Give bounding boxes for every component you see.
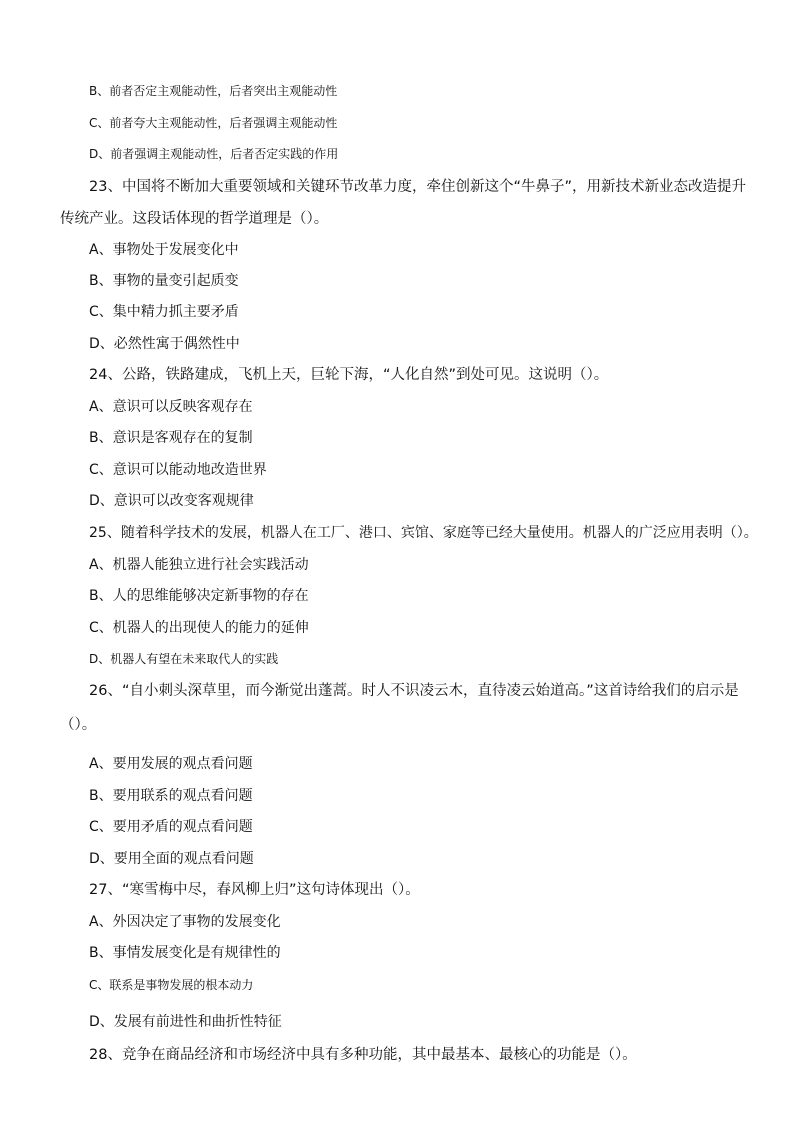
q23-option-c: C、集中精力抓主要矛盾 xyxy=(89,304,239,320)
q26-option-c: C、要用矛盾的观点看问题 xyxy=(89,819,253,835)
q24-option-d: D、意识可以改变客观规律 xyxy=(89,493,254,509)
question-23-line1: 23、中国将不断加大重要领域和关键环节改革力度，牵住创新这个“牛鼻子”，用新技术新业态改造提升 xyxy=(89,179,746,195)
q25-option-b: B、人的思维能够决定新事物的存在 xyxy=(89,588,309,604)
q23-option-a: A、事物处于发展变化中 xyxy=(89,242,239,258)
q27-option-d: D、发展有前进性和曲折性特征 xyxy=(89,1014,282,1030)
question-26-line2: （）。 xyxy=(60,717,97,733)
q26-option-b: B、要用联系的观点看问题 xyxy=(89,788,253,804)
question-23-line2: 传统产业。这段话体现的哲学道理是（）。 xyxy=(60,211,329,227)
q26-option-d: D、要用全面的观点看问题 xyxy=(89,851,254,867)
option-d-prev: D、前者强调主观能动性，后者否定实践的作用 xyxy=(89,147,339,161)
q25-option-d: D、机器人有望在未来取代人的实践 xyxy=(89,652,279,666)
option-c-prev: C、前者夸大主观能动性，后者强调主观能动性 xyxy=(89,116,338,130)
question-25: 25、随着科学技术的发展，机器人在工厂、港口、宾馆、家庭等已经大量使用。机器人的广泛应用表明（）。 xyxy=(89,525,758,541)
q27-option-a: A、外因决定了事物的发展变化 xyxy=(89,914,281,930)
q24-option-b: B、意识是客观存在的复制 xyxy=(89,430,253,446)
q23-option-b: B、事物的量变引起质变 xyxy=(89,273,239,289)
question-27: 27、“寒雪梅中尽，春风柳上归”这句诗体现出（）。 xyxy=(89,882,420,898)
q23-option-d: D、必然性寓于偶然性中 xyxy=(89,336,240,352)
q25-option-c: C、机器人的出现使人的能力的延伸 xyxy=(89,620,309,636)
q27-option-b: B、事情发展变化是有规律性的 xyxy=(89,945,281,961)
q25-option-a: A、机器人能独立进行社会实践活动 xyxy=(89,557,309,573)
option-b-prev: B、前者否定主观能动性，后者突出主观能动性 xyxy=(89,84,338,98)
q24-option-a: A、意识可以反映客观存在 xyxy=(89,399,253,415)
q26-option-a: A、要用发展的观点看问题 xyxy=(89,756,253,772)
question-28: 28、竞争在商品经济和市场经济中具有多种功能，其中最基本、最核心的功能是（）。 xyxy=(89,1047,637,1063)
question-24: 24、公路，铁路建成，飞机上天，巨轮下海，“人化自然”到处可见。这说明（）。 xyxy=(89,367,609,383)
q27-option-c: C、联系是事物发展的根本动力 xyxy=(89,978,254,992)
q24-option-c: C、意识可以能动地改造世界 xyxy=(89,462,267,478)
question-26-line1: 26、“自小刺头深草里，而今渐觉出蓬蒿。时人不识凌云木，直待凌云始道高。”这首诗给我们的启示是 xyxy=(89,683,739,699)
